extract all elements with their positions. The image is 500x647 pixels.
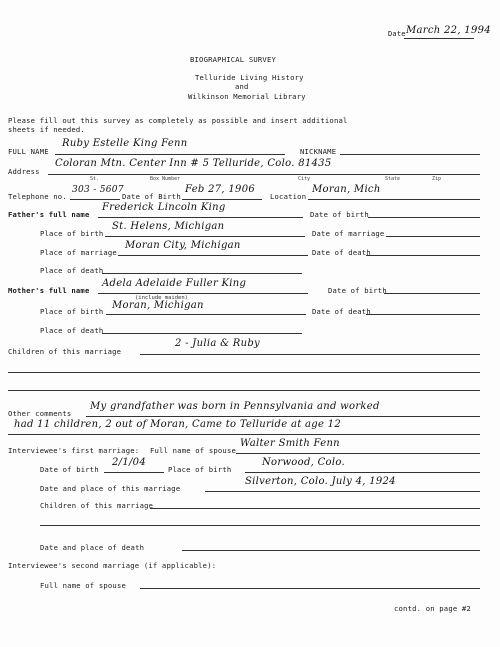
comments-line-1[interactable]: My grandfather was born in Pennsylvania and worked [90,401,380,412]
date-label: Date [388,30,406,38]
location-line [308,199,480,200]
nickname-label: NICKNAME [300,147,337,156]
mother-dod-label: Date of death [312,307,371,316]
dob-label: Date of Birth [122,192,181,201]
children-line-3[interactable] [8,390,480,391]
survey-title: BIOGRAPHICAL SURVEY [190,55,277,64]
father-dod-label: Date of death [312,248,371,257]
second-spouse-label: Full name of spouse [40,581,127,590]
survey-subtitle-and: and [235,82,249,91]
second-marriage-label: Interviewee's second marriage (if applicable): [8,561,217,570]
address-line [48,174,480,175]
mother-sub-caption: (include maiden) [135,295,188,301]
father-dom-label: Date of marriage [312,229,385,238]
mother-pob-value[interactable]: Moran, Michigan [112,300,204,311]
first-marriage-label: Interviewee's first marriage: [8,446,140,455]
date-line [404,38,474,39]
father-plod-line[interactable] [102,273,302,274]
comments-rule-2 [8,434,480,435]
spouse-dob-value[interactable]: 2/1/04 [112,457,146,468]
dob-value[interactable]: Feb 27, 1906 [185,184,256,195]
footer-continued: contd. on page #2 [394,604,471,613]
mother-line [98,293,308,294]
location-value[interactable]: Moran, Mich [312,184,381,195]
children-line [140,354,480,355]
spouse-dob-line [104,472,164,473]
spouse-value[interactable]: Walter Smith Fenn [240,438,340,449]
father-pob-label: Place of birth [40,229,104,238]
marriage-line [205,491,480,492]
marriage-label: Date and place of this marriage [40,484,181,493]
children-label: Children of this marriage [8,347,122,356]
intro-line-1: Please fill out this survey as completely as possible and insert additional [8,116,348,125]
spouse-pob-value[interactable]: Norwood, Colo. [262,457,346,468]
father-pob-line [105,236,305,237]
mother-value[interactable]: Adela Adelaide Fuller King [102,278,247,289]
mother-dob-label: Date of birth [328,286,387,295]
father-label: Father's full name [8,210,90,219]
full-name-value[interactable]: Ruby Estelle King Fenn [62,138,188,149]
children-line-2[interactable] [8,372,480,373]
address-cap-city: City [298,176,311,182]
mother-dod-line[interactable] [366,314,480,315]
survey-subtitle: Telluride Living History [195,73,304,82]
spouse-pob-line [245,472,480,473]
date-value: March 22, 1994 [406,25,491,36]
address-cap-street: St. [90,176,100,182]
telephone-label: Telephone no. [8,192,67,201]
location-label: Location [270,192,307,201]
spouse-line [236,453,480,454]
marriage-value[interactable]: Silverton, Colo. July 4, 1924 [245,476,396,487]
telephone-value[interactable]: 303 - 5607 [72,185,124,195]
comments-rule-1 [86,416,480,417]
mother-dob-line[interactable] [384,293,480,294]
death-line[interactable] [182,550,480,551]
father-value[interactable]: Frederick Lincoln King [102,202,226,213]
address-cap-state: State [385,176,401,182]
father-plod-label: Place of death [40,266,104,275]
father-dob-line[interactable] [368,217,480,218]
father-pom-value[interactable]: Moran City, Michigan [125,240,241,251]
father-dom-line[interactable] [386,236,480,237]
father-dod-line[interactable] [366,255,480,256]
dob-line [182,199,262,200]
full-name-label: FULL NAME [8,147,49,156]
address-value[interactable]: Coloran Mtn. Center Inn # 5 Telluride, Colo. 81435 [55,158,332,169]
children2-label: Children of this marriage [40,501,154,510]
death-label: Date and place of death [40,543,145,552]
father-pom-label: Place of marriage [40,248,117,257]
mother-plod-line[interactable] [102,333,302,334]
children-value[interactable]: 2 - Julia & Ruby [175,338,260,349]
comments-line-2[interactable]: had 11 children, 2 out of Moran, Came to Telluride at age 12 [14,419,341,430]
mother-label: Mother's full name [8,286,90,295]
mother-plod-label: Place of death [40,326,104,335]
father-dob-label: Date of birth [310,210,369,219]
children2-line-2[interactable] [40,525,480,526]
address-label: Address [8,167,40,176]
father-line [98,217,303,218]
address-cap-zip: Zip [432,176,442,182]
full-name-line [55,154,285,155]
spouse-dob-label: Date of birth [40,465,99,474]
telephone-line [70,199,120,200]
comments-label: Other comments [8,409,72,418]
mother-pob-label: Place of birth [40,307,104,316]
nickname-line[interactable] [340,154,480,155]
mother-pob-line [106,314,306,315]
address-cap-box: Box Number [150,176,181,182]
spouse-label: Full name of spouse [150,446,237,455]
children2-line[interactable] [150,508,480,509]
survey-subtitle-library: Wilkinson Memorial Library [188,92,306,101]
father-pob-value[interactable]: St. Helens, Michigan [112,221,225,232]
intro-line-2: sheets if needed. [8,125,85,134]
father-pom-line [118,255,308,256]
second-spouse-line[interactable] [140,588,480,589]
spouse-pob-label: Place of birth [168,465,232,474]
